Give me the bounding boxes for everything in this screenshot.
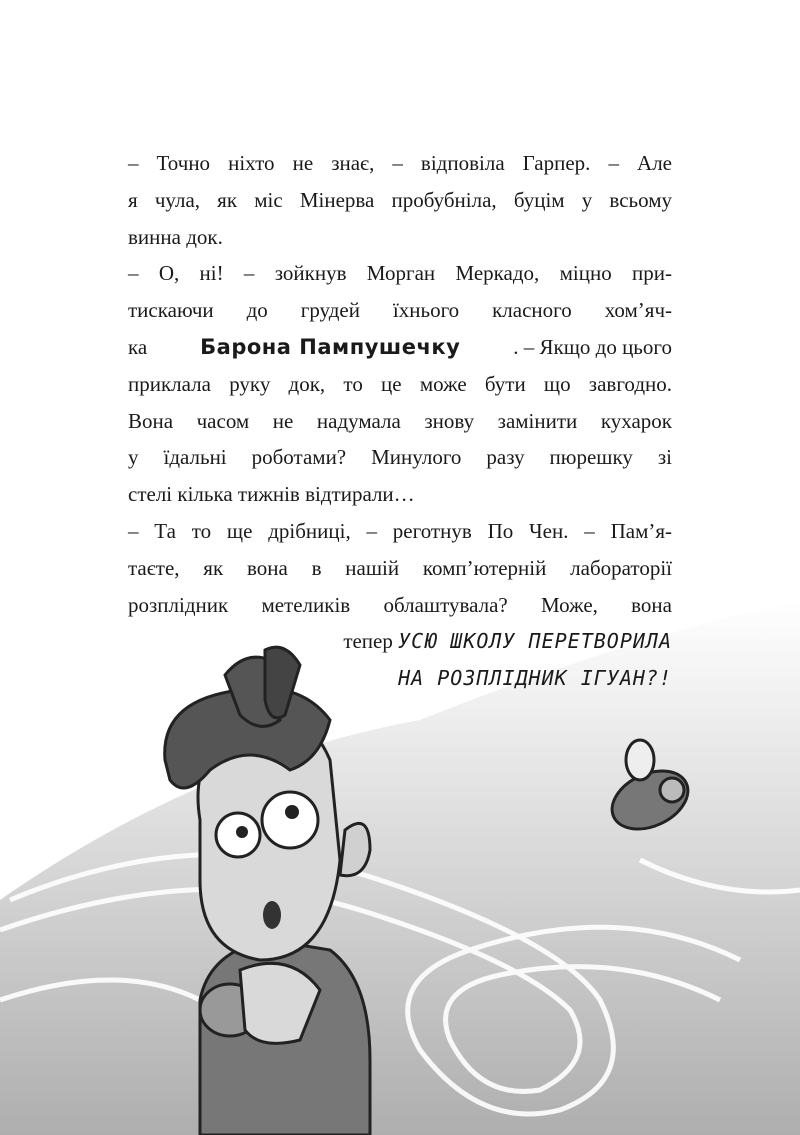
text-fragment: ка	[128, 334, 148, 359]
handwritten-text: НА РОЗПЛІДНИК ІГУАН?!	[398, 666, 672, 691]
text-line	[128, 660, 672, 697]
text-line	[128, 329, 672, 366]
text-line	[128, 623, 672, 660]
text-line: у їдальні роботами? Минулого разу пюрешку зі	[128, 445, 672, 470]
text-line: – Та то ще дрібниці, – реготнув По Чен. – Пам’я-	[128, 518, 672, 543]
text-line: я чула, як міс Мінерва пробубніла, буцім у всьому	[128, 187, 672, 212]
text-line: тискаючи до грудей їхнього класного хом’яч-	[128, 298, 672, 323]
text-line: стелі кілька тижнів відтирали…	[128, 482, 415, 507]
text-fragment: тепер	[343, 629, 393, 654]
text-line: Вона часом не надумала знову замінити кухарок	[128, 408, 672, 433]
handwritten-text: УСЮ ШКОЛУ ПЕРЕТВОРИЛА	[398, 629, 672, 654]
text-line: – Точно ніхто не знає, – відповіла Гарпер. – Але	[128, 151, 672, 175]
text-line: винна док.	[128, 224, 223, 249]
text-line: розплідник метеликів облаштувала? Може, вона	[128, 592, 672, 617]
text-line: – О, ні! – зойкнув Морган Меркадо, міцно при-	[128, 261, 672, 286]
page-text	[128, 145, 672, 697]
text-line: приклала руку док, то це може бути що завгодно.	[128, 371, 672, 396]
text-fragment: . – Якщо до цього	[513, 334, 672, 359]
text-line: таєте, як вона в нашій комп’ютерній лабораторії	[128, 555, 672, 580]
hamster-name: Барона Пампушечку	[200, 334, 461, 359]
